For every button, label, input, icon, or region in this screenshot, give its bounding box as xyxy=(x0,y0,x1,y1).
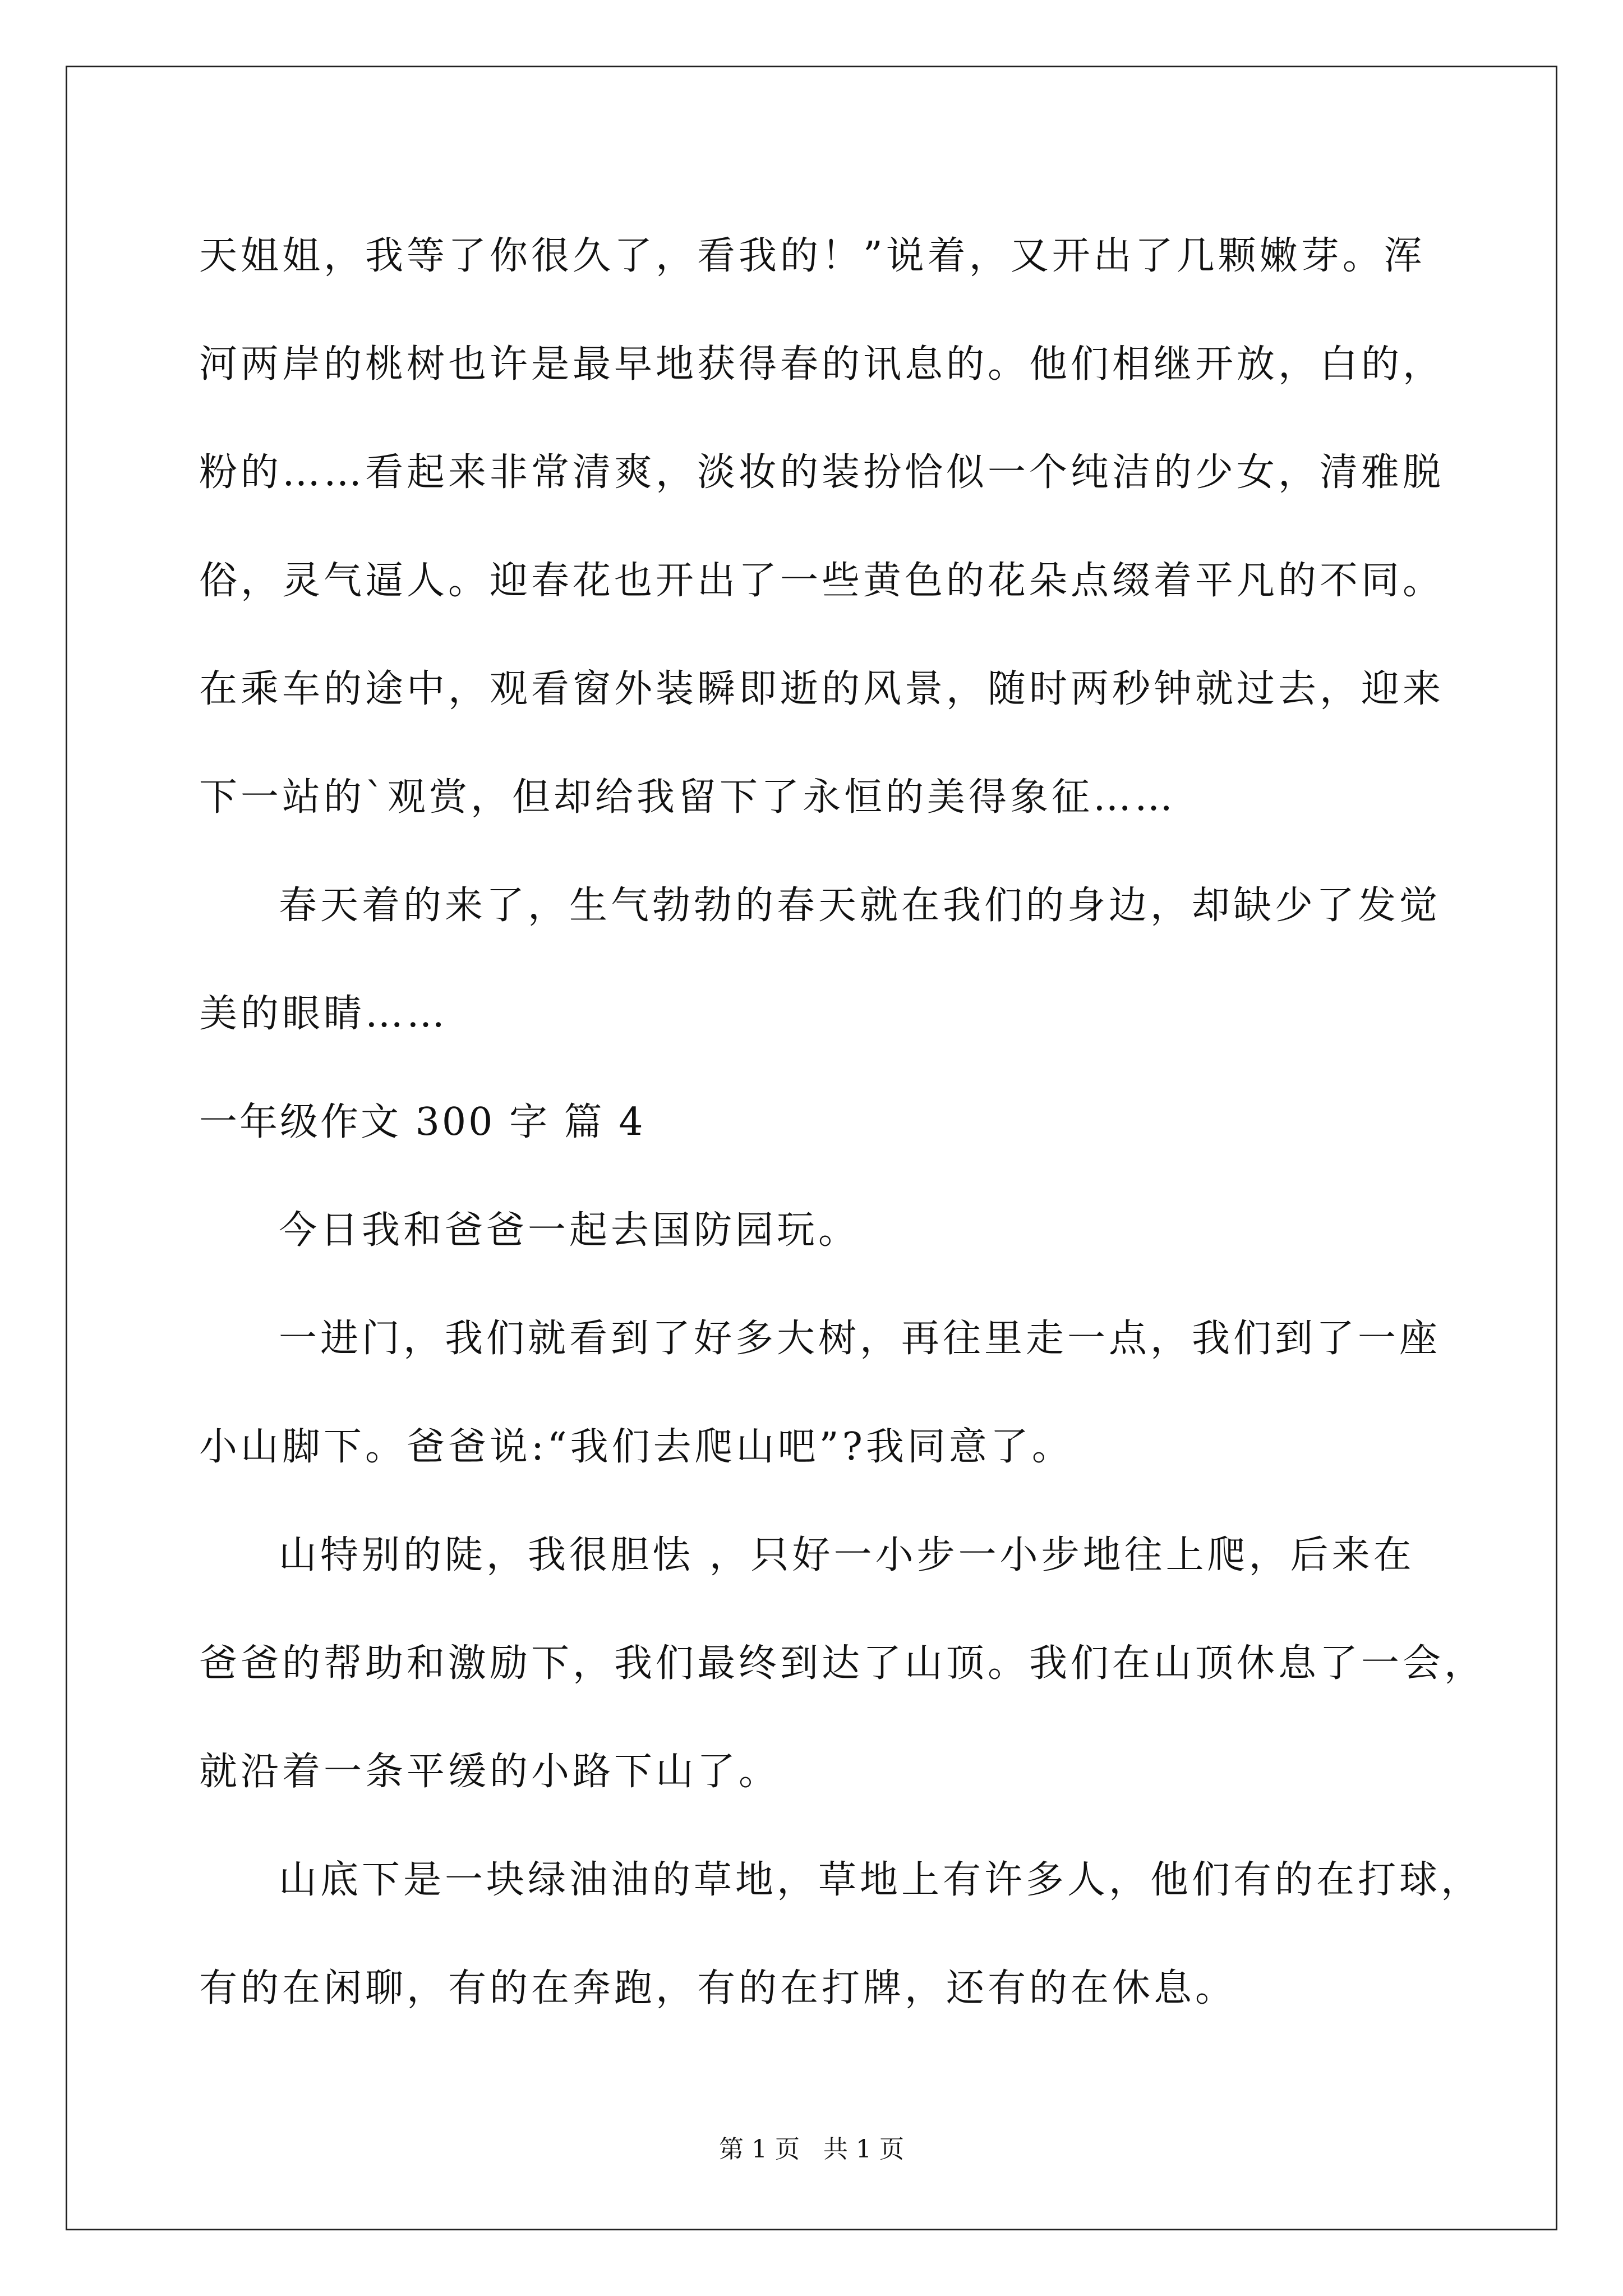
text-line: 俗，灵气逼人。迎春花也开出了一些黄色的花朵点缀着平凡的不同。 xyxy=(199,559,1445,603)
text-line: 就沿着一条平缓的小路下山了。 xyxy=(199,1750,781,1794)
paragraph-start-line: 春天着的来了，生气勃勃的春天就在我们的身边，却缺少了发觉 xyxy=(279,884,1441,928)
text-line: 在乘车的途中，观看窗外装瞬即逝的风景，随时两秒钟就过去，迎来 xyxy=(199,667,1445,711)
text-line: 下一站的`观赏，但却给我留下了永恒的美得象征…… xyxy=(199,775,1177,820)
document-body xyxy=(199,202,1486,2042)
page-footer xyxy=(0,2129,1623,2165)
text-line: 有的在闲聊，有的在奔跑，有的在打牌，还有的在休息。 xyxy=(199,1966,1237,2010)
text-line: 河两岸的桃树也许是最早地获得春的讯息的。他们相继开放，白的， xyxy=(199,342,1445,386)
paragraph-start-line: 今日我和爸爸一起去国防园玩。 xyxy=(279,1208,860,1253)
page-number: 第 1 页 xyxy=(719,2135,800,2164)
text-line: 爸爸的帮助和激励下，我们最终到达了山顶。我们在山顶休息了一会， xyxy=(199,1641,1486,1686)
text-line: 粉的……看起来非常清爽，淡妆的装扮恰似一个纯洁的少女，清雅脱 xyxy=(199,450,1445,495)
text-line: 美的眼睛…… xyxy=(199,992,449,1036)
paragraph-start-line: 山特别的陡，我很胆怯 ，只好一小步一小步地往上爬，后来在 xyxy=(279,1533,1415,1577)
paragraph-start-line: 一进门，我们就看到了好多大树，再往里走一点，我们到了一座 xyxy=(279,1317,1441,1361)
page-total: 共 1 页 xyxy=(823,2135,904,2164)
text-line: 小山脚下。爸爸说:“我们去爬山吧”?我同意了。 xyxy=(199,1425,1073,1469)
paragraph-start-line: 山底下是一块绿油油的草地，草地上有许多人，他们有的在打球， xyxy=(279,1858,1483,1902)
section-heading: 一年级作文 300 字 篇 4 xyxy=(199,1100,645,1144)
text-line: 天姐姐，我等了你很久了，看我的！”说着，又开出了几颗嫩芽。浑 xyxy=(199,234,1426,278)
